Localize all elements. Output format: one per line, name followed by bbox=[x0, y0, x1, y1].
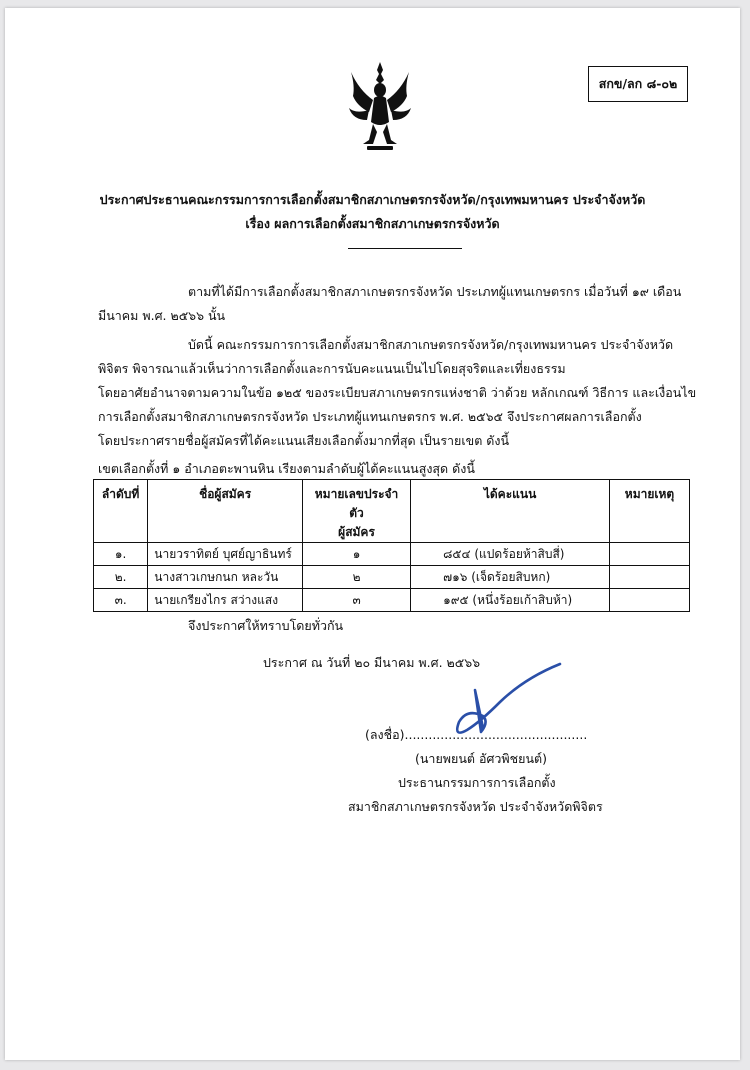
row-score: ๑๙๕ (หนึ่งร้อยเก้าสิบห้า) bbox=[411, 589, 610, 612]
row-score: ๗๑๖ (เจ็ดร้อยสิบหก) bbox=[411, 566, 610, 589]
header-candidate-number bbox=[302, 480, 410, 543]
paragraph-2-line-1: บัดนี้ คณะกรรมการการเลือกตั้งสมาชิกสภาเกษตรกรจังหวัด/กรุงเทพมหานคร ประจำจังหวัด bbox=[188, 337, 674, 352]
header-no: ลำดับที่ bbox=[94, 480, 148, 543]
signature-line bbox=[365, 725, 587, 745]
paragraph-2-line-2: พิจิตร พิจารณาแล้วเห็นว่าการเลือกตั้งและการนับคะแนนเป็นไปโดยสุจริตและเที่ยงธรรม bbox=[98, 361, 566, 376]
header-candidate-number-l2: ผู้สมัคร bbox=[338, 525, 375, 539]
closing-announce: จึงประกาศให้ทราบโดยทั่วกัน bbox=[188, 618, 344, 633]
row-number: ๒ bbox=[302, 566, 410, 589]
announcement-subject: เรื่อง ผลการเลือกตั้งสมาชิกสภาเกษตรกรจังหวัด bbox=[245, 216, 500, 231]
row-name: นายเกรียงไกร สว่างแสง bbox=[148, 589, 303, 612]
paragraph-2-line-3: โดยอาศัยอำนาจตามความในข้อ ๑๒๕ ของระเบียบสภาเกษตรกรแห่งชาติ ว่าด้วย หลักเกณฑ์ วิธีการ และเงื่อนไข bbox=[98, 385, 697, 400]
form-code-box: สกข/ลก ๘-๐๒ bbox=[588, 66, 688, 102]
row-no: ๓. bbox=[94, 589, 148, 612]
row-note bbox=[610, 543, 690, 566]
document-page bbox=[5, 8, 740, 1060]
signer-title-line-2: สมาชิกสภาเกษตรกรจังหวัด ประจำจังหวัดพิจิตร bbox=[348, 799, 603, 814]
row-no: ๒. bbox=[94, 566, 148, 589]
announcement-title: ประกาศประธานคณะกรรมการการเลือกตั้งสมาชิกสภาเกษตรกรจังหวัด/กรุงเทพมหานคร ประจำจังหวัด bbox=[99, 192, 646, 207]
paragraph-1-line-2: มีนาคม พ.ศ. ๒๕๖๖ นั้น bbox=[98, 308, 226, 323]
table-row bbox=[94, 543, 690, 566]
garuda-emblem-icon bbox=[345, 60, 415, 154]
paragraph-2-line-5: โดยประกาศรายชื่อผู้สมัครที่ได้คะแนนเสียงเลือกตั้งมากที่สุด เป็นรายเขต ดังนี้ bbox=[98, 433, 510, 448]
row-number: ๑ bbox=[302, 543, 410, 566]
row-score: ๘๕๔ (แปดร้อยห้าสิบสี่) bbox=[411, 543, 610, 566]
table-header-row bbox=[94, 480, 690, 543]
signature-label: (ลงชื่อ) bbox=[365, 727, 405, 742]
header-score: ได้คะแนน bbox=[411, 480, 610, 543]
signer-title-line-1: ประธานกรรมการการเลือกตั้ง bbox=[398, 775, 556, 790]
paragraph-2-line-4: การเลือกตั้งสมาชิกสภาเกษตรกรจังหวัด ประเภทผู้แทนเกษตรกร พ.ศ. ๒๕๖๕ จึงประกาศผลการเลือกตั้ง bbox=[98, 409, 642, 424]
header-name: ชื่อผู้สมัคร bbox=[148, 480, 303, 543]
row-number: ๓ bbox=[302, 589, 410, 612]
paragraph-1-line-1: ตามที่ได้มีการเลือกตั้งสมาชิกสภาเกษตรกรจังหวัด ประเภทผู้แทนเกษตรกร เมื่อวันที่ ๑๙ เดือน bbox=[188, 284, 682, 299]
row-note bbox=[610, 589, 690, 612]
table-row bbox=[94, 566, 690, 589]
signature-dots: .............................................. bbox=[404, 727, 588, 742]
row-note bbox=[610, 566, 690, 589]
district-line: เขตเลือกตั้งที่ ๑ อำเภอตะพานหิน เรียงตามลำดับผู้ได้คะแนนสูงสุด ดังนี้ bbox=[98, 461, 475, 476]
table-row bbox=[94, 589, 690, 612]
header-note: หมายเหตุ bbox=[610, 480, 690, 543]
row-name: นางสาวเกษกนก หละวัน bbox=[148, 566, 303, 589]
row-no: ๑. bbox=[94, 543, 148, 566]
title-divider bbox=[348, 248, 462, 249]
election-results-table bbox=[93, 479, 690, 612]
row-name: นายวราทิตย์ บุศย์ญาธินทร์ bbox=[148, 543, 303, 566]
announcement-date: ประกาศ ณ วันที่ ๒๐ มีนาคม พ.ศ. ๒๕๖๖ bbox=[263, 655, 481, 670]
header-candidate-number-l1: หมายเลขประจำตัว bbox=[314, 487, 399, 520]
signer-name: (นายพยนต์ อัศวพิชยนต์) bbox=[415, 751, 548, 766]
